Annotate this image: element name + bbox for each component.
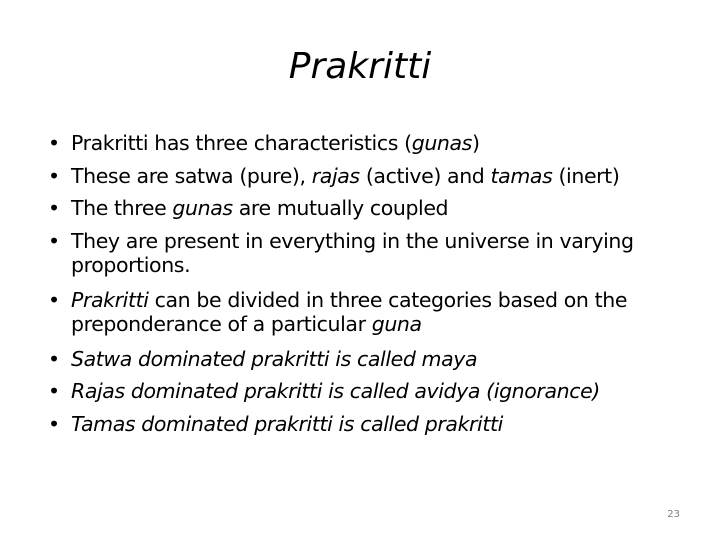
bullet-text-italic: Rajas dominated prakritti is called avidya (ignorance) — [71, 379, 600, 403]
bullet-text-italic: tamas — [490, 163, 553, 188]
bullet-text-italic: gunas — [411, 131, 472, 155]
bullet-text: The three — [71, 196, 173, 220]
bullet-text: are mutually coupled — [232, 196, 449, 220]
bullet-item — [48, 347, 698, 372]
bullet-text-italic: gunas — [172, 196, 233, 220]
bullet-text: Prakritti has three characteristics ( — [71, 131, 412, 155]
bullet-list — [48, 131, 698, 436]
bullet-text: can be divided in three categories based on the preponderance of a particular — [71, 287, 628, 336]
bullet-item — [48, 288, 698, 337]
bullet-text: ) — [471, 131, 480, 155]
slide-title: Prakritti — [288, 46, 432, 87]
bullet-item — [48, 412, 698, 437]
bullet-text: These are satwa (pure), — [71, 163, 312, 188]
bullet-item — [48, 379, 698, 404]
bullet-text-italic: Tamas dominated prakritti is called prakritti — [71, 411, 503, 436]
bullet-item — [48, 131, 698, 156]
bullet-item — [48, 229, 698, 278]
bullet-text: (active) and — [359, 163, 491, 188]
bullet-text: They are present in everything in the universe in varying proportions. — [71, 228, 634, 277]
bullet-text-italic: Satwa dominated prakritti is called maya — [71, 346, 478, 371]
bullet-item — [48, 164, 698, 189]
bullet-text-italic: guna — [371, 312, 422, 336]
page-number: 23 — [667, 509, 680, 520]
bullet-item — [48, 196, 698, 221]
bullet-text-italic: Prakritti — [71, 287, 149, 312]
bullet-text: (inert) — [552, 163, 620, 188]
bullet-text-italic: rajas — [311, 163, 360, 188]
